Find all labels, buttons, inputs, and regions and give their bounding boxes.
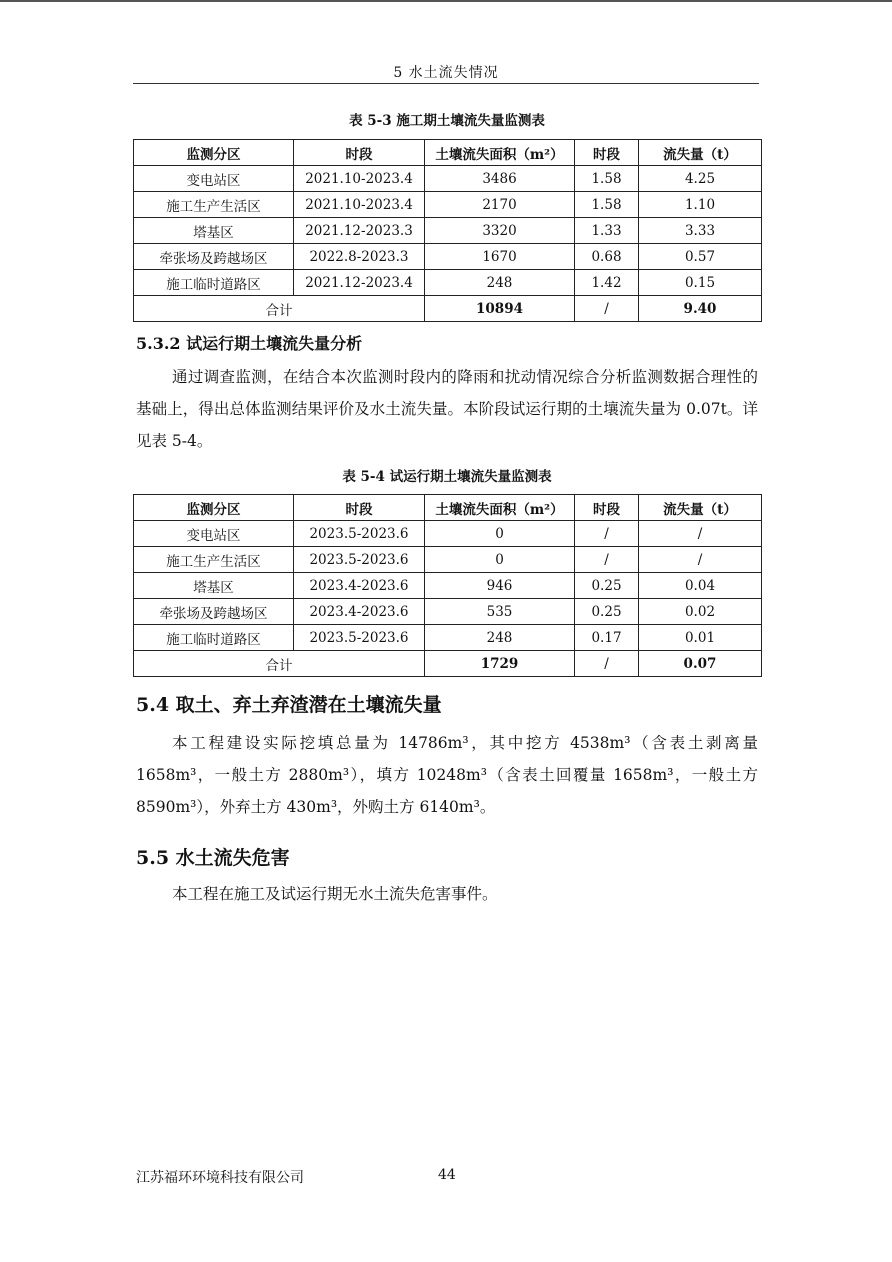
table-cell: 牵张场及跨越场区	[134, 244, 294, 270]
table-cell: 946	[425, 573, 575, 599]
table-cell: 3.33	[639, 218, 762, 244]
table-cell: /	[575, 651, 639, 677]
column-header: 流失量（t）	[639, 495, 762, 521]
table-row	[134, 625, 762, 651]
footer-company: 江苏福环环境科技有限公司	[136, 1170, 304, 1186]
table-cell: 合计	[134, 296, 425, 322]
table-cell: 1.42	[575, 270, 639, 296]
table-cell: 1.58	[575, 166, 639, 192]
table-row	[134, 599, 762, 625]
table-cell: 10894	[425, 296, 575, 322]
table-cell: 2023.4-2023.6	[294, 599, 425, 625]
table-cell: 2021.12-2023.3	[294, 218, 425, 244]
table-cell: 0	[425, 547, 575, 573]
table-cell: 0.07	[639, 651, 762, 677]
table-cell: 0.02	[639, 599, 762, 625]
table-cell: /	[639, 521, 762, 547]
column-header: 时段	[294, 140, 425, 166]
column-header: 时段	[294, 495, 425, 521]
table-cell: 2021.12-2023.4	[294, 270, 425, 296]
table-cell: 1.58	[575, 192, 639, 218]
table-cell: 248	[425, 270, 575, 296]
table-row	[134, 218, 762, 244]
column-header: 土壤流失面积（m²）	[425, 140, 575, 166]
top-border-line	[0, 0, 892, 2]
table-cell: 牵张场及跨越场区	[134, 599, 294, 625]
section-5-5-paragraph: 本工程在施工及试运行期无水土流失危害事件。	[172, 885, 498, 903]
table-5-4-caption: 表 5-4 试运行期土壤流失量监测表	[342, 469, 552, 485]
table-cell: 合计	[134, 651, 425, 677]
section-5-3-2-paragraph: 通过调查监测，在结合本次监测时段内的降雨和扰动情况综合分析监测数据合理性的基础上，得出总体监测结果评价及水土流失量。本阶段试运行期的土壤流失量为 0.07t。详见表 5-4。	[136, 368, 758, 450]
table-header-row	[134, 140, 762, 166]
table-cell: 塔基区	[134, 218, 294, 244]
table-cell: 2021.10-2023.4	[294, 192, 425, 218]
section-5-3-2-heading: 5.3.2 试运行期土壤流失量分析	[136, 334, 363, 353]
table-cell: 0.15	[639, 270, 762, 296]
table-row	[134, 521, 762, 547]
column-header: 监测分区	[134, 140, 294, 166]
table-cell: 施工生产生活区	[134, 547, 294, 573]
table-cell: 2022.8-2023.3	[294, 244, 425, 270]
table-row	[134, 547, 762, 573]
table-row	[134, 270, 762, 296]
table-cell: 0.25	[575, 573, 639, 599]
table-cell: 0.01	[639, 625, 762, 651]
table-cell: /	[575, 547, 639, 573]
column-header: 监测分区	[134, 495, 294, 521]
table-row	[134, 573, 762, 599]
table-cell: 9.40	[639, 296, 762, 322]
page-number: 44	[438, 1167, 456, 1183]
table-cell: 0.17	[575, 625, 639, 651]
table-cell: 1670	[425, 244, 575, 270]
table-cell: 2023.5-2023.6	[294, 547, 425, 573]
table-cell: 2023.5-2023.6	[294, 521, 425, 547]
table-cell: 0.25	[575, 599, 639, 625]
table-cell: /	[575, 521, 639, 547]
table-5-3-caption: 表 5-3 施工期土壤流失量监测表	[349, 113, 545, 129]
table-row	[134, 166, 762, 192]
table-cell: 0.57	[639, 244, 762, 270]
column-header: 土壤流失面积（m²）	[425, 495, 575, 521]
table-header-row	[134, 495, 762, 521]
section-5-4-paragraph: 本工程建设实际挖填总量为 14786m³，其中挖方 4538m³（含表土剥离量 1658m³，一般土方 2880m³），填方 10248m³（含表土回覆量 1658m³，一般土方 8590m³），外弃土方 430m³，外购土方 6140m³。	[136, 734, 758, 816]
table-cell: 0.04	[639, 573, 762, 599]
column-header: 时段	[575, 495, 639, 521]
table-cell: 4.25	[639, 166, 762, 192]
table-cell: 变电站区	[134, 166, 294, 192]
section-5-5-heading: 5.5 水土流失危害	[136, 847, 290, 869]
column-header: 时段	[575, 140, 639, 166]
table-cell: 2023.5-2023.6	[294, 625, 425, 651]
table-cell: 3486	[425, 166, 575, 192]
table-cell: 0	[425, 521, 575, 547]
table-cell: /	[639, 547, 762, 573]
table-cell: 施工生产生活区	[134, 192, 294, 218]
table-row	[134, 244, 762, 270]
running-header: 5 水土流失情况	[393, 65, 499, 81]
table-row	[134, 192, 762, 218]
table-5-3	[133, 139, 762, 322]
column-header: 流失量（t）	[639, 140, 762, 166]
table-cell: 0.68	[575, 244, 639, 270]
table-cell: 3320	[425, 218, 575, 244]
table-cell: 施工临时道路区	[134, 625, 294, 651]
table-cell: 2021.10-2023.4	[294, 166, 425, 192]
table-cell: 248	[425, 625, 575, 651]
table-total-row	[134, 296, 762, 322]
table-cell: 2023.4-2023.6	[294, 573, 425, 599]
table-cell: /	[575, 296, 639, 322]
table-cell: 1.33	[575, 218, 639, 244]
table-cell: 2170	[425, 192, 575, 218]
table-total-row	[134, 651, 762, 677]
section-5-4-heading: 5.4 取土、弃土弃渣潜在土壤流失量	[136, 694, 442, 716]
table-cell: 1.10	[639, 192, 762, 218]
table-cell: 施工临时道路区	[134, 270, 294, 296]
table-cell: 535	[425, 599, 575, 625]
table-cell: 变电站区	[134, 521, 294, 547]
table-cell: 1729	[425, 651, 575, 677]
table-5-4	[133, 494, 762, 677]
header-rule	[133, 83, 759, 84]
table-cell: 塔基区	[134, 573, 294, 599]
